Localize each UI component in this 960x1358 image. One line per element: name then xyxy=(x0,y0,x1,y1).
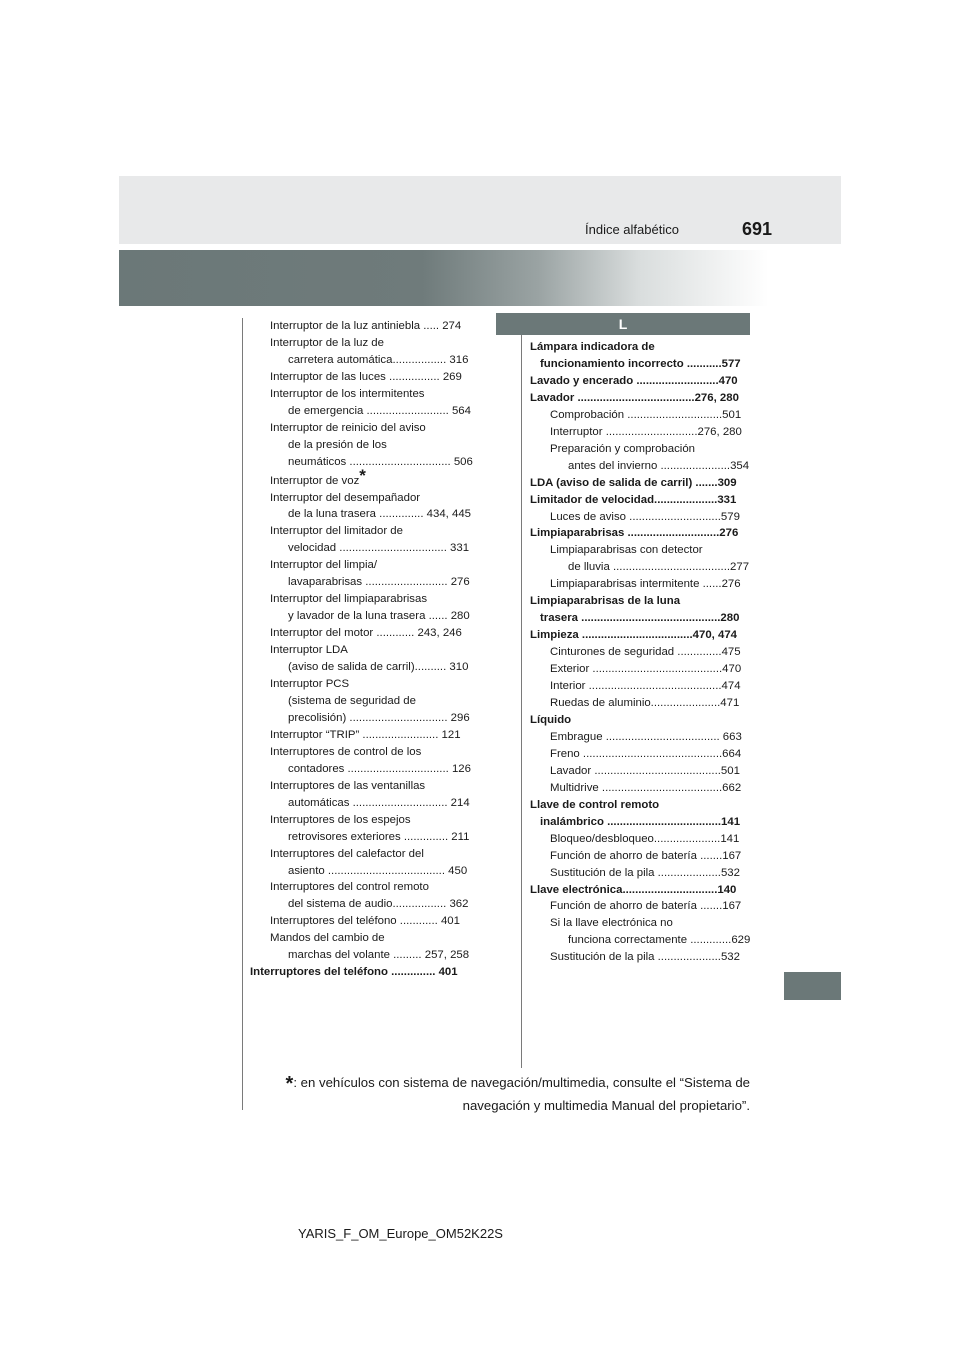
footnote-asterisk: * xyxy=(285,1073,294,1095)
page-number: 691 xyxy=(742,219,773,239)
index-entry xyxy=(250,465,472,490)
index-entry: Mandos del cambio de xyxy=(270,932,385,945)
index-entry-continuation: de la luna trasera .............. 434, 445 xyxy=(288,508,471,521)
letter-heading-bar xyxy=(496,313,750,335)
index-entry-continuation: de la presión de los xyxy=(288,438,387,451)
index-entry: Interruptor de la luz antiniebla ..... 274 xyxy=(270,320,462,332)
index-entry-continuation: asiento ..................................... 450 xyxy=(288,864,468,877)
index-entry-continuation: neumáticos ................................ 506 xyxy=(288,455,473,468)
index-entry-continuation: velocidad .................................. 331 xyxy=(288,542,470,555)
index-entry-continuation: contadores ................................ 126 xyxy=(288,762,471,775)
index-entry-continuation: trasera ............................................280 xyxy=(540,612,740,625)
index-entry: Interruptor del limpiaparabrisas xyxy=(270,593,428,606)
index-entry-continuation: y lavador de la luna trasera ...... 280 xyxy=(288,610,470,623)
index-entry-continuation: funcionamiento incorrecto ...........577 xyxy=(540,357,741,370)
index-entry: Multidrive ......................................662 xyxy=(550,781,742,794)
index-column-right xyxy=(530,339,751,966)
index-entry-continuation: (aviso de salida de carril).......... 310 xyxy=(288,661,469,674)
letter-heading: L xyxy=(618,316,628,332)
footnote-line-2: navegación y multimedia Manual del propietario”. xyxy=(462,1098,750,1113)
index-entry: Interruptores de las ventanillas xyxy=(270,779,426,792)
index-entry-continuation: precolisión) ............................... 296 xyxy=(288,711,470,724)
index-entry: Interruptores de los espejos xyxy=(270,813,411,826)
index-entry: Sustitución de la pila ....................532 xyxy=(550,866,740,879)
index-entry: Bloqueo/desbloqueo.....................141 xyxy=(550,832,740,845)
index-entry-continuation: de lluvia .....................................277 xyxy=(568,561,750,574)
index-entry: Limpiaparabrisas de la luna xyxy=(530,595,681,608)
index-entry: Comprobación ..............................501 xyxy=(550,408,742,421)
index-entry-continuation: funciona correctamente .............629 xyxy=(568,934,751,947)
index-entry: Interruptor LDA xyxy=(270,644,348,657)
index-entry: LDA (aviso de salida de carril) .......309 xyxy=(530,476,737,489)
index-entry: Sustitución de la pila ....................532 xyxy=(550,951,740,964)
index-entry: Interruptor “TRIP” ........................ 121 xyxy=(270,728,461,741)
index-entry-continuation: lavaparabrisas .......................... 276 xyxy=(288,576,470,589)
left-margin-rule xyxy=(242,318,243,1110)
index-column-left xyxy=(250,318,472,981)
index-entry: Luces de aviso .............................579 xyxy=(550,510,740,523)
index-entry-continuation: antes del invierno ......................354 xyxy=(568,459,750,472)
index-entry: Interior ..........................................474 xyxy=(550,680,741,693)
index-entry: Llave de control remoto xyxy=(530,798,660,811)
index-entry-continuation: del sistema de audio................. 362 xyxy=(288,898,469,911)
index-entry: Interruptor de reinicio del aviso xyxy=(270,421,426,434)
index-entry: Lavado y encerado ..........................470 xyxy=(530,374,738,387)
index-entry: Embrague .................................... 663 xyxy=(550,730,742,743)
index-entry: Limpiaparabrisas con detector xyxy=(550,544,703,557)
index-entry: Si la llave electrónica no xyxy=(550,917,673,930)
index-entry: Limpiaparabrisas .............................276 xyxy=(530,527,739,540)
index-entry: Interruptores del control remoto xyxy=(270,881,429,894)
index-entry: Limpieza ...................................470, 474 xyxy=(530,629,738,642)
index-entry: Limitador de velocidad....................331 xyxy=(530,493,737,506)
index-entry: Preparación y comprobación xyxy=(550,442,695,455)
index-entry: Interruptor de la luz de xyxy=(270,336,384,349)
index-entry: Interruptores del teléfono ............ 401 xyxy=(270,915,460,928)
column-divider-rule xyxy=(521,318,522,1068)
index-entry: Llave electrónica..............................140 xyxy=(530,883,737,896)
index-entry: Líquido xyxy=(530,713,572,726)
index-entry: Función de ahorro de batería .......167 xyxy=(550,900,742,913)
index-entry-continuation: automáticas .............................. 214 xyxy=(288,796,470,809)
index-entry-continuation: marchas del volante ......... 257, 258 xyxy=(288,949,470,962)
index-entry: Interruptor del desempañador xyxy=(270,491,421,504)
index-entry: Limpiaparabrisas intermitente ......276 xyxy=(550,578,741,591)
index-entry: Lavador ........................................501 xyxy=(550,764,740,777)
index-entry-continuation: (sistema de seguridad de xyxy=(288,694,416,707)
index-entry: Interruptor del limpia/ xyxy=(270,559,377,572)
index-entry: Cinturones de seguridad ..............475 xyxy=(550,646,741,659)
index-entry: Interruptor de los intermitentes xyxy=(270,387,425,400)
chapter-tab xyxy=(784,972,841,1000)
index-entry: Freno ............................................664 xyxy=(550,747,742,760)
index-entry-continuation: de emergencia .......................... 564 xyxy=(288,404,471,417)
document-code: YARIS_F_OM_Europe_OM52K22S xyxy=(298,1226,503,1241)
index-entry: Interruptor del motor ............ 243, 246 xyxy=(270,627,462,640)
index-entry: Interruptor de las luces ................ 269 xyxy=(270,370,462,383)
index-entry-continuation: inalámbrico ....................................141 xyxy=(540,815,741,828)
index-entry: Interruptores del calefactor del xyxy=(270,847,424,860)
index-entry: Interruptores de control de los xyxy=(270,745,422,758)
index-entry: Ruedas de aluminio......................471 xyxy=(550,697,740,710)
footnote xyxy=(268,1072,750,1117)
index-entry: Función de ahorro de batería .......167 xyxy=(550,849,742,862)
header-band xyxy=(119,176,841,244)
index-entry: Lámpara indicadora de xyxy=(530,341,655,353)
footnote-marker: * xyxy=(359,465,366,485)
footnote-line-1: : en vehículos con sistema de navegación/multimedia, consulte el “Sistema de xyxy=(293,1075,750,1090)
index-entry-continuation: carretera automática................. 316 xyxy=(288,353,469,366)
section-title: Índice alfabético xyxy=(585,222,679,237)
header-banner xyxy=(119,250,841,306)
index-entry: Lavador .....................................276, 280 xyxy=(530,391,739,404)
index-entry: Exterior .........................................470 xyxy=(550,663,742,676)
index-entry: Interruptores del teléfono .............. 401 xyxy=(250,966,458,979)
index-entry-continuation: retrovisores exteriores .............. 211 xyxy=(288,830,470,843)
index-entry: Interruptor PCS xyxy=(270,678,350,691)
index-entry-text: Interruptor de voz xyxy=(270,474,360,487)
index-entry: Interruptor .............................276, 280 xyxy=(550,425,742,438)
index-entry: Interruptor del limitador de xyxy=(270,525,403,538)
